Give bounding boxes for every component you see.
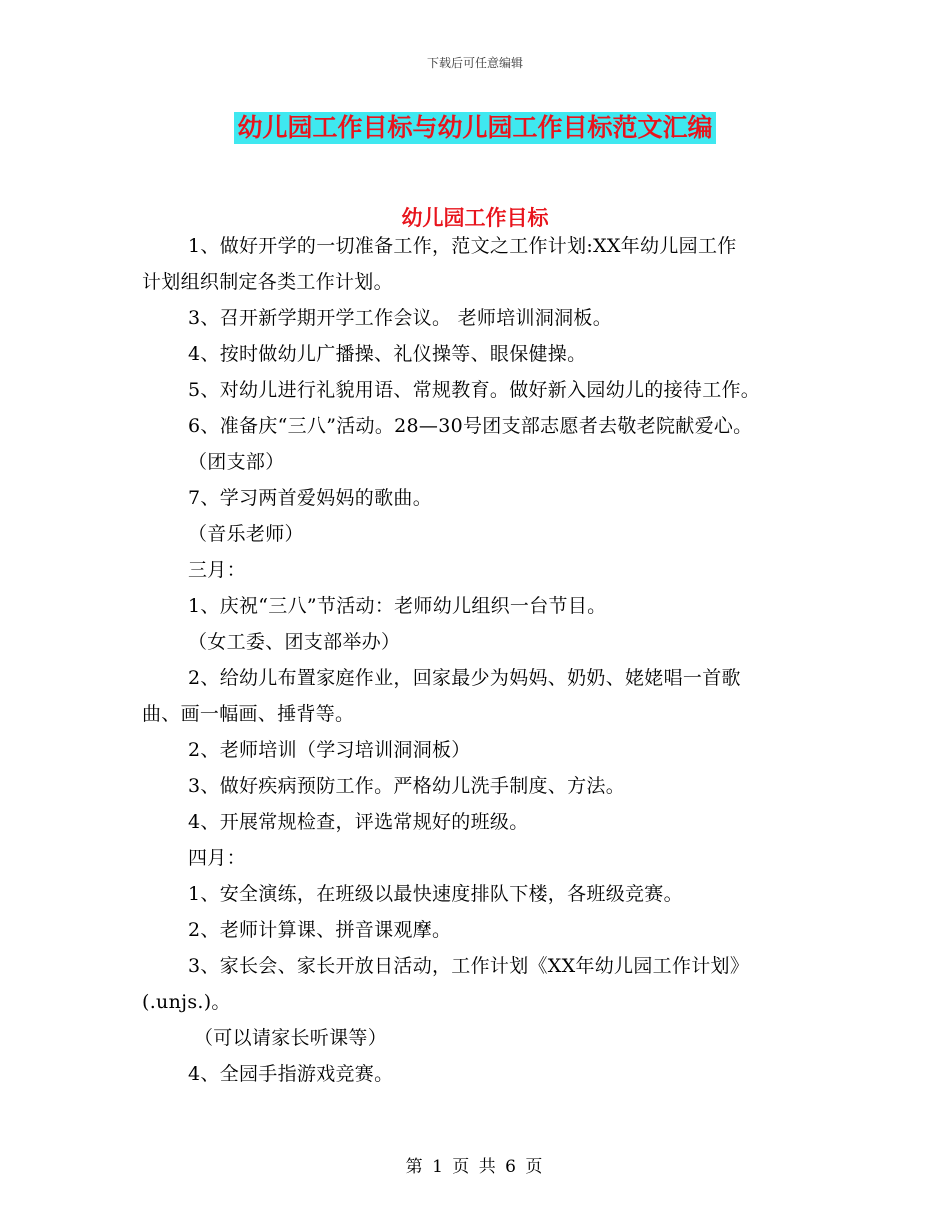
body-line: 1、做好开学的一切准备工作，范文之工作计划:XX年幼儿园工作 bbox=[188, 235, 737, 257]
document-title: 幼儿园工作目标与幼儿园工作目标范文汇编 bbox=[234, 112, 715, 144]
body-line: 7、学习两首爱妈妈的歌曲。 bbox=[188, 487, 432, 509]
body-line: 2、老师计算课、拼音课观摩。 bbox=[188, 919, 452, 941]
section-title: 幼儿园工作目标 bbox=[401, 206, 549, 230]
body-line: 4、开展常规检查，评选常规好的班级。 bbox=[188, 811, 529, 833]
body-line: （女工委、团支部举办） bbox=[188, 631, 401, 653]
body-line: 3、做好疾病预防工作。严格幼儿洗手制度、方法。 bbox=[188, 775, 625, 797]
body-line: （可以请家长听课等） bbox=[194, 1027, 388, 1049]
body-line: 3、召开新学期开学工作会议。 老师培训洞洞板。 bbox=[188, 307, 613, 329]
body-line: 三月： bbox=[188, 559, 246, 581]
body-line: 1、庆祝“三八”节活动：老师幼儿组织一台节目。 bbox=[188, 595, 607, 617]
body-line: 5、对幼儿进行礼貌用语、常规教育。做好新入园幼儿的接待工作。 bbox=[188, 379, 761, 401]
body-line: 4、全园手指游戏竞赛。 bbox=[188, 1063, 394, 1085]
body-line: 2、老师培训（学习培训洞洞板） bbox=[188, 739, 471, 761]
body-line: 曲、画一幅画、捶背等。 bbox=[142, 703, 355, 725]
document-body bbox=[142, 228, 822, 1092]
body-line: 四月： bbox=[188, 847, 246, 869]
document-title-wrap bbox=[0, 112, 950, 144]
page-footer: 第 1 页 共 6 页 bbox=[405, 1157, 545, 1177]
body-line: 计划组织制定各类工作计划。 bbox=[142, 271, 393, 293]
body-line: 3、家长会、家长开放日活动，工作计划《XX年幼儿园工作计划》 bbox=[188, 955, 750, 977]
body-line: 6、准备庆“三八”活动。28—30号团支部志愿者去敬老院献爱心。 bbox=[188, 415, 753, 437]
body-line: （团支部） bbox=[188, 451, 285, 473]
body-line: 4、按时做幼儿广播操、礼仪操等、眼保健操。 bbox=[188, 343, 587, 365]
body-line: (.unjs.)。 bbox=[142, 991, 231, 1013]
header-note: 下载后可任意编辑 bbox=[426, 56, 523, 70]
body-line: （音乐老师） bbox=[188, 523, 304, 545]
body-line: 1、安全演练，在班级以最快速度排队下楼，各班级竞赛。 bbox=[188, 883, 683, 905]
body-line: 2、给幼儿布置家庭作业，回家最少为妈妈、奶奶、姥姥唱一首歌 bbox=[188, 667, 741, 689]
